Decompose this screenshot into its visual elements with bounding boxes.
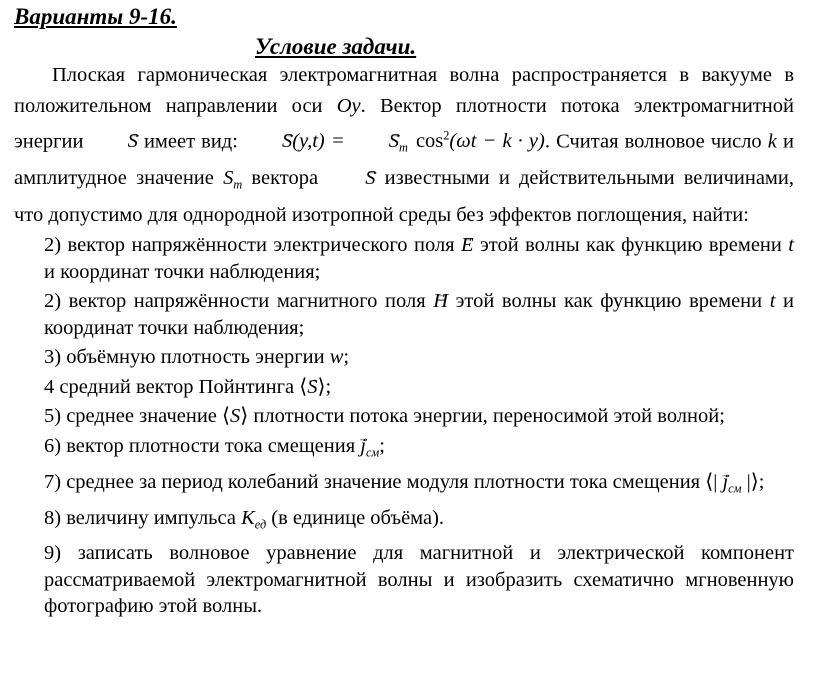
wave-number-symbol: k <box>767 130 777 153</box>
task-item-2 <box>44 288 794 341</box>
poynting-formula <box>244 129 545 155</box>
item-text: вектор напряжённости электрического поля <box>67 234 462 257</box>
momentum-symbol: K <box>241 506 255 529</box>
right-angle: ⟩ <box>240 405 249 428</box>
displacement-subscript: см <box>365 445 380 460</box>
right-angle-abs: |⟩ <box>741 470 759 493</box>
right-angle: ⟩ <box>317 375 326 398</box>
task-item-7 <box>44 469 794 502</box>
task-item-3 <box>44 344 794 371</box>
intro-text-6: вектора <box>242 167 328 190</box>
item-number: 9) <box>44 542 62 565</box>
item-text: ; <box>325 375 332 398</box>
task-item-4 <box>44 374 794 401</box>
item-text: вектор напряжённости магнитного поля <box>68 290 434 313</box>
item-text: величину импульса <box>66 506 242 529</box>
amplitude-symbol: S <box>223 167 234 190</box>
intro-text-2: . Вектор плотности потока электромагнитной энергии <box>14 94 794 153</box>
formula-vector-s: → S <box>244 126 292 157</box>
item-number: 3) <box>44 346 62 369</box>
task-item-9 <box>44 540 794 620</box>
item-text: и координат точки наблюдения; <box>44 290 794 339</box>
condition-title: Условие задачи. <box>255 34 417 59</box>
item-number: 2) <box>44 290 62 313</box>
intro-text-3: имеет вид: <box>137 130 245 153</box>
mean-flux-symbol: S <box>230 405 241 428</box>
item-text: ; <box>379 434 385 457</box>
formula-power: 2 <box>443 129 450 143</box>
item-text: этой волны как функцию времени <box>448 290 770 313</box>
intro-text-7: известными и действительными величинами, что допустимо для однородной изотропной среды без эффектов поглощения, найти: <box>14 167 795 226</box>
intro-text-1: Плоская гармоническая электромагнитная волна распространяется в вакууме в положительном направлении оси <box>14 64 794 117</box>
vector-s-symbol: → S <box>327 163 375 194</box>
energy-density-symbol: w <box>329 346 344 369</box>
item-text: и координат точки наблюдения; <box>44 260 321 283</box>
item-number: 2) <box>44 234 62 257</box>
intro-paragraph <box>14 60 794 230</box>
displacement-current-symbol: → j <box>722 469 728 496</box>
formula-argument: (ωt − k · y) <box>449 130 545 153</box>
displacement-subscript: см <box>728 481 742 496</box>
magnetic-field-symbol: → H <box>433 288 448 315</box>
formula-cos: cos <box>415 130 444 153</box>
mean-poynting-symbol: → S <box>307 374 317 401</box>
left-angle: ⟨ <box>299 375 308 398</box>
item-number: 7) <box>44 470 62 493</box>
item-number: 5) <box>44 405 62 428</box>
intro-text-4: . Считая волновое число <box>544 130 768 153</box>
item-text: объёмную плотность энергии <box>66 346 330 369</box>
item-text: среднее значение <box>66 405 223 428</box>
left-angle-abs: ⟨| <box>705 470 723 493</box>
momentum-subscript: ед <box>254 516 267 531</box>
formula-amplitude-vector: → S <box>351 126 399 157</box>
variants-heading: Варианты 9-16. <box>14 4 177 29</box>
item-text: (в единице объёма). <box>266 506 445 529</box>
poynting-vector-symbol: → S <box>90 126 138 157</box>
item-number: 4 <box>44 375 55 398</box>
item-number: 6) <box>44 434 62 457</box>
task-item-1 <box>44 232 794 285</box>
axis-symbol: Oy <box>336 94 361 117</box>
item-text: записать волновое уравнение для магнитной и электрической компонент рассматриваемой электромагнитной волны и изобразить схематично мгновенную фотографию этой волны. <box>44 542 794 618</box>
left-angle: ⟨ <box>222 405 231 428</box>
intro-text-5: и амплитудное значение <box>14 130 794 190</box>
document-body <box>14 60 794 620</box>
item-text: средний вектор Пойнтинга <box>59 375 300 398</box>
task-item-8 <box>44 505 794 538</box>
task-item-6 <box>44 433 794 466</box>
item-text: вектор плотности тока смещения <box>66 434 361 457</box>
electric-field-symbol: → E <box>461 232 474 259</box>
task-item-5 <box>44 403 794 430</box>
time-symbol: t <box>769 290 776 313</box>
formula-amplitude-subscript: m <box>399 140 408 155</box>
item-text: ; <box>343 346 350 369</box>
item-text: среднее за период колебаний значение модуля плотности тока смещения <box>66 470 706 493</box>
amplitude-subscript: m <box>233 177 243 192</box>
task-list <box>14 232 794 619</box>
displacement-current-symbol: → j <box>360 433 366 460</box>
formula-lhs-args: (y,t) = <box>292 130 351 153</box>
time-symbol: t <box>788 234 794 257</box>
item-number: 8) <box>44 506 62 529</box>
item-text: этой волны как функцию времени <box>473 234 789 257</box>
item-text: плотности потока энергии, переносимой этой волной; <box>248 405 725 428</box>
item-text: ; <box>758 470 765 493</box>
